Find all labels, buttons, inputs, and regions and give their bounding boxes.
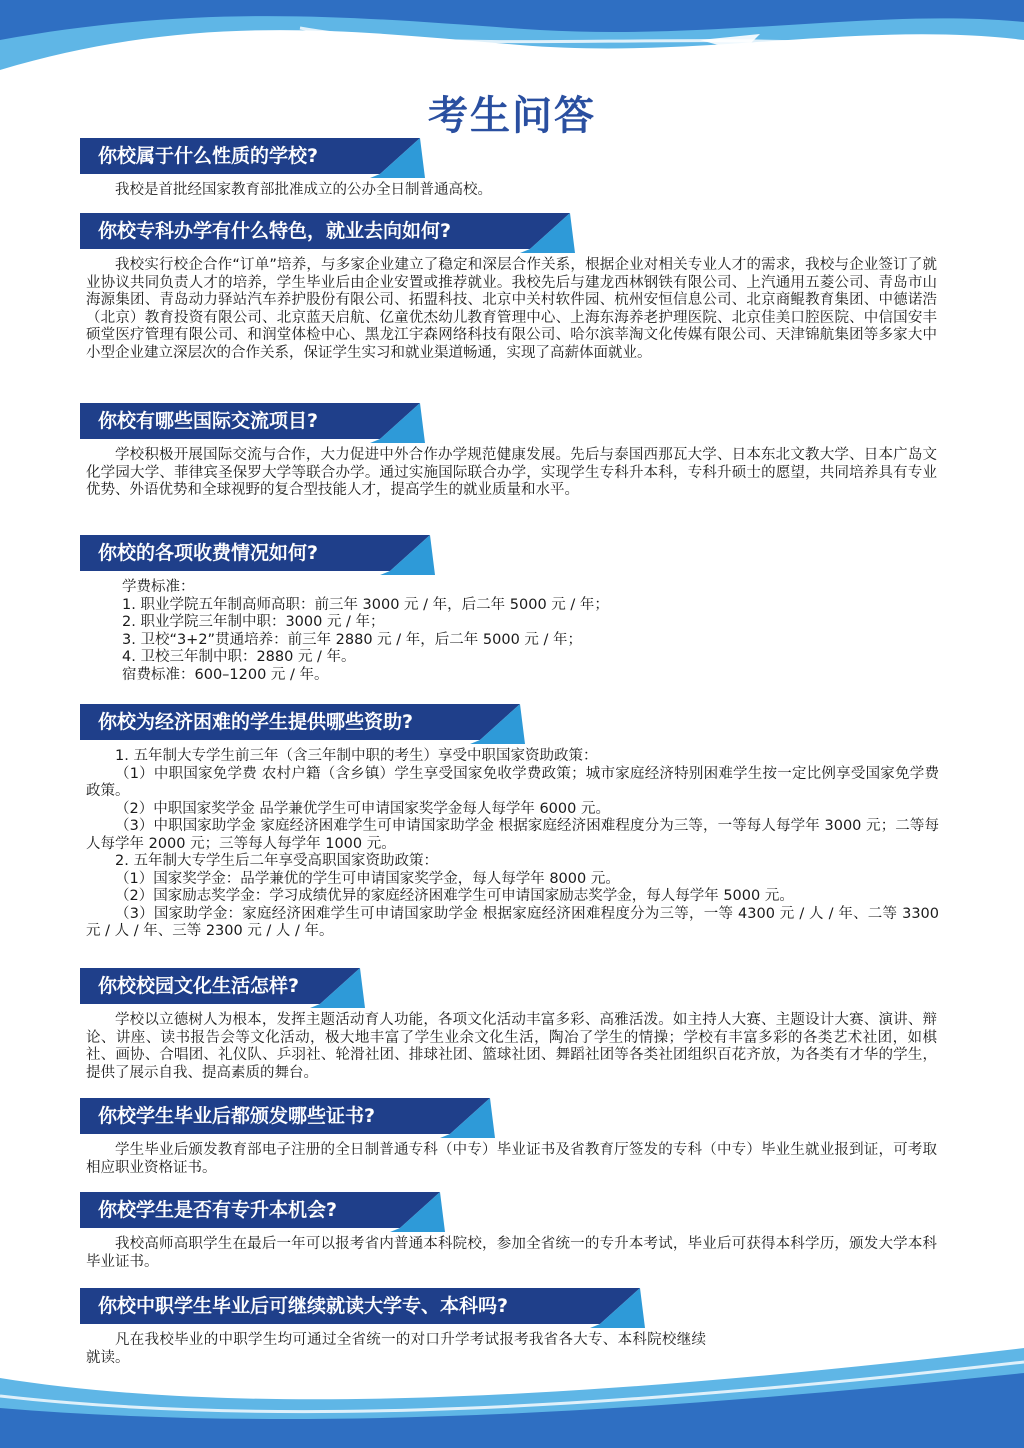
aid-content bbox=[86, 748, 939, 941]
question-text: 你校校园文化生活怎样? bbox=[98, 975, 300, 997]
question-banner bbox=[80, 403, 945, 443]
qa-section-features bbox=[80, 213, 945, 362]
question-banner bbox=[80, 968, 945, 1008]
answer-text: 我校实行校企合作“订单”培养，与多家企业建立了稳定和深层合作关系，根据企业对相关专业人才的需求，我校与企业签订了就业协议共同负责人才的培养，学生毕业后由企业安置或推荐就业。我校先后与建龙西林钢铁有限公司、上汽通用五菱公司、青岛市山海源集团、青岛动力驿站汽车养护股份有限公司、拓盟科技、北京中关村软件园、杭州安恒信息公司、北京商鲲教育集团、中德诺浩（北京）教育投资有限公司、北京蓝天启航、亿童优杰幼儿教育管理中心、上海东海养老护理医院、北京佳美口腔医院、中信国安丰硕堂医疗管理有限公司、和润堂体检中心、黑龙江宇森网络科技有限公司、哈尔滨莘淘文化传媒有限公司、天津锦航集团等多家大中小型企业建立深层次的合作关系，保证学生实习和就业渠道畅通，实现了高薪体面就业。 bbox=[86, 257, 937, 361]
question-text: 你校专科办学有什么特色，就业去向如何? bbox=[98, 220, 452, 242]
question-banner bbox=[80, 704, 945, 744]
answer-text: 学生毕业后颁发教育部电子注册的全日制普通专科（中专）毕业证书及省教育厅签发的专科（中专）毕业生就业报到证，可考取相应职业资格证书。 bbox=[86, 1142, 937, 1176]
answer-text: 学校以立德树人为根本，发挥主题活动育人功能，各项文化活动丰富多彩、高雅活泼。如主持人大赛、主题设计大赛、演讲、辩论、讲座、读书报告会等文化活动，极大地丰富了学生业余文化生活，陶冶了学生的情操；学校有丰富多彩的各类艺术社团，如棋社、画协、合唱团、礼仪队、乒羽社、轮滑社团、排球社团、篮球社团、舞蹈社团等各类社团组织百花齐放，为各类有才华的学生，提供了展示自我、提高素质的舞台。 bbox=[86, 1012, 937, 1081]
question-text: 你校学生毕业后都颁发哪些证书? bbox=[98, 1105, 376, 1127]
aid-paragraph: （3）中职国家助学金 家庭经济困难学生可申请国家助学金 根据家庭经济困难程度分为三等，一等每人每学年 3000 元；二等每人每学年 2000 元；三等每人每学年 1000 元。 bbox=[86, 818, 939, 852]
question-banner bbox=[80, 1098, 945, 1138]
fee-line: 宿费标准：600–1200 元 / 年。 bbox=[122, 666, 329, 683]
question-banner bbox=[80, 1192, 945, 1232]
question-banner bbox=[80, 535, 945, 575]
question-text: 你校属于什么性质的学校? bbox=[98, 145, 319, 167]
question-text: 你校有哪些国际交流项目? bbox=[98, 410, 319, 432]
qa-section-campus-life bbox=[80, 968, 945, 1082]
qa-section-fees bbox=[80, 535, 945, 684]
qa-section-certificates bbox=[80, 1098, 945, 1177]
answer-text: 我校是首批经国家教育部批准成立的公办全日制普通高校。 bbox=[115, 182, 492, 198]
fee-line: 学费标准： bbox=[122, 579, 195, 595]
aid-paragraph: （1）国家奖学金：品学兼优的学生可申请国家奖学金，每人每学年 8000 元。 bbox=[115, 870, 620, 887]
answer-text: 凡在我校毕业的中职学生均可通过全省统一的对口升学考试报考我省各大专、本科院校继续就读。 bbox=[86, 1332, 706, 1366]
aid-paragraph: （1）中职国家免学费 农村户籍（含乡镇）学生享受国家免收学费政策；城市家庭经济特别困难学生按一定比例享受国家免学费政策。 bbox=[86, 765, 939, 799]
fee-line: 3. 卫校“3+2”贯通培养：前三年 2880 元 / 年，后二年 5000 元 / 年； bbox=[122, 631, 583, 648]
answer-text: 我校高师高职学生在最后一年可以报考省内普通本科院校，参加全省统一的专升本考试，毕业后可获得本科学历，颁发大学本科毕业证书。 bbox=[86, 1236, 937, 1270]
fee-line: 1. 职业学院五年制高师高职：前三年 3000 元 / 年，后二年 5000 元 / 年； bbox=[122, 596, 609, 613]
aid-paragraph: （3）国家助学金：家庭经济困难学生可申请国家助学金 根据家庭经济困难程度分为三等，一等 4300 元 / 人 / 年、二等 3300 元 / 人 / 年、三等 2300 元 / 人 / 年。 bbox=[86, 905, 939, 939]
fee-list bbox=[122, 579, 945, 684]
question-text: 你校为经济困难的学生提供哪些资助? bbox=[98, 711, 414, 733]
question-text: 你校中职学生毕业后可继续就读大学专、本科吗? bbox=[98, 1295, 509, 1317]
qa-section-nature bbox=[80, 138, 945, 200]
page-title: 考生问答 bbox=[428, 93, 596, 139]
qa-section-further-study bbox=[80, 1288, 945, 1367]
fee-line: 4. 卫校三年制中职：2880 元 / 年。 bbox=[122, 649, 356, 665]
fee-line: 2. 职业学院三年制中职：3000 元 / 年； bbox=[122, 614, 385, 630]
question-banner bbox=[80, 138, 945, 178]
answer-text: 学校积极开展国际交流与合作，大力促进中外合作办学规范健康发展。先后与泰国西那瓦大学、日本东北文教大学、日本广岛文化学园大学、菲律宾圣保罗大学等联合办学。通过实施国际联合办学，实现学生专科升本科，专科升硕士的愿望，共同培养具有专业优势、外语优势和全球视野的复合型技能人才，提高学生的就业质量和水平。 bbox=[86, 447, 937, 498]
aid-paragraph: （2）中职国家奖学金 品学兼优学生可申请国家奖学金每人每学年 6000 元。 bbox=[115, 800, 610, 817]
question-text: 你校学生是否有专升本机会? bbox=[98, 1199, 338, 1221]
aid-paragraph: 2. 五年制大专学生后二年享受高职国家资助政策： bbox=[115, 853, 438, 869]
qa-section-upgrade bbox=[80, 1192, 945, 1271]
aid-paragraph: （2）国家励志奖学金：学习成绩优异的家庭经济困难学生可申请国家励志奖学金，每人每学年 5000 元。 bbox=[115, 888, 794, 904]
question-banner bbox=[80, 1288, 945, 1328]
qa-section-financial-aid bbox=[80, 704, 945, 941]
aid-paragraph: 1. 五年制大专学生前三年（含三年制中职的考生）享受中职国家资助政策： bbox=[115, 748, 598, 764]
question-text: 你校的各项收费情况如何? bbox=[98, 542, 319, 564]
question-banner bbox=[80, 213, 945, 253]
qa-section-international bbox=[80, 403, 945, 500]
